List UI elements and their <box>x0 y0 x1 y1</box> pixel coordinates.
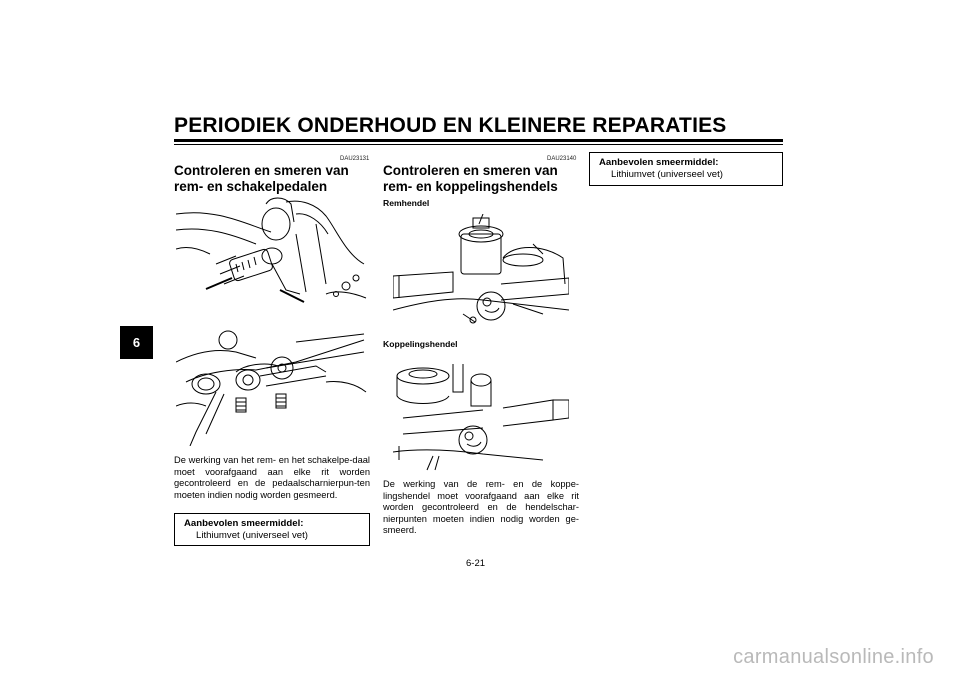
section-title-levers: Controleren en smeren van rem- en koppelingshendels <box>383 163 558 194</box>
page-title: PERIODIEK ONDERHOUD EN KLEINERE REPARATIES <box>174 114 727 137</box>
watermark: carmanualsonline.info <box>733 646 934 668</box>
clutch-lever-illustration <box>393 356 569 472</box>
chapter-tab[interactable]: 6 <box>120 326 153 359</box>
section-code: DAU23140 <box>547 156 577 162</box>
lubricant-box-right <box>589 152 783 186</box>
section-title-pedals: Controleren en smeren van rem- en schakelpedalen <box>174 163 349 194</box>
lubricant-label: Aanbevolen smeermiddel: <box>184 518 304 529</box>
page-number: 6-21 <box>466 558 486 569</box>
header-rule-thick <box>174 139 783 142</box>
subheading-brake-lever: Remhendel <box>383 198 430 208</box>
brake-lever-illustration <box>393 214 569 334</box>
subheading-clutch-lever: Koppelingshendel <box>383 339 458 349</box>
lubricant-value: Lithiumvet (universeel vet) <box>611 169 723 180</box>
pedal-illustration-2 <box>176 322 368 446</box>
lubricant-box-left <box>174 513 370 546</box>
header-rule-thin <box>174 144 783 145</box>
lubricant-value: Lithiumvet (universeel vet) <box>196 530 308 541</box>
lubricant-label: Aanbevolen smeermiddel: <box>599 157 719 168</box>
pedal-illustration-1 <box>176 194 368 316</box>
body-text-levers: De werking van de rem- en de koppe-lingshendel moet voorafgaand aan elke rit worden gecontroleerd en de hendelschar-nierpunten moeten indien nodig worden ge-smeerd. <box>383 479 579 536</box>
body-text-pedals: De werking van het rem- en het schakelpe-daal moet voorafgaand aan elke rit worden gecontroleerd en de pedaalscharnierpun-ten moeten indien nodig worden gesmeerd. <box>174 455 370 500</box>
section-code: DAU23131 <box>340 156 370 162</box>
